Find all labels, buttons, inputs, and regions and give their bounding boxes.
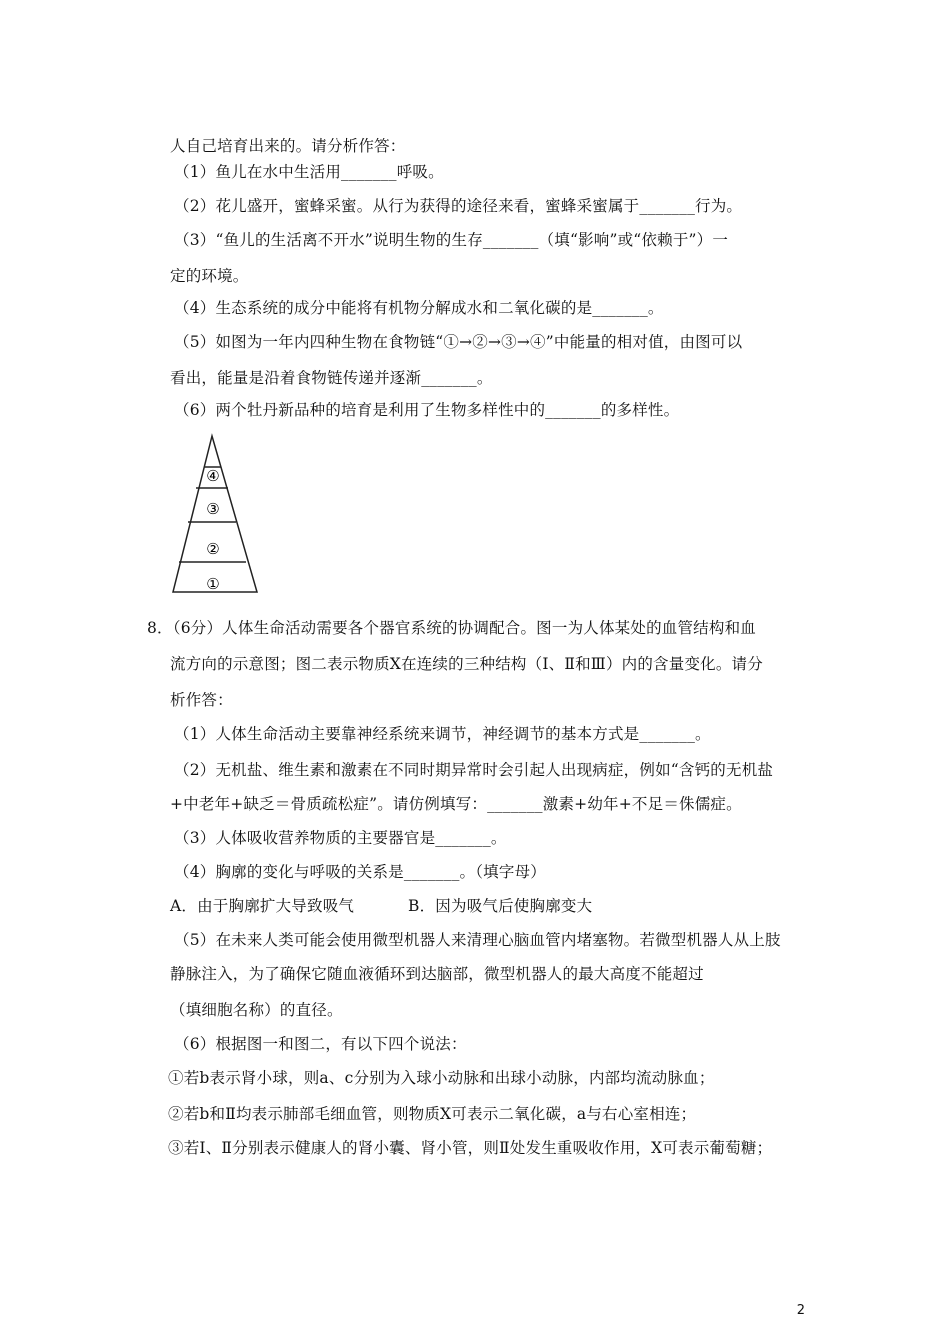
q8-item-5-cont-2: （填细胞名称）的直径。	[170, 1001, 343, 1019]
q7-item-1: （1）鱼儿在水中生活用_______呼吸。	[174, 163, 444, 181]
q8-stem-2: 流方向的示意图；图二表示物质X在连续的三种结构（Ⅰ、Ⅱ和Ⅲ）内的含量变化。请分	[170, 655, 763, 673]
q8-item-2: （2）无机盐、维生素和激素在不同时期异常时会引起人出现病症，例如“含钙的无机盐	[174, 761, 774, 779]
q7-item-3: （3）“鱼儿的生活离不开水”说明生物的生存_______（填“影响”或“依赖于”）一	[174, 231, 729, 249]
q8-statement-1: ①若b表示肾小球，则a、c分别为入球小动脉和出球小动脉，内部均流动脉血；	[168, 1069, 715, 1087]
page-number: 2	[796, 1303, 805, 1318]
q8-item-5-cont-1: 静脉注入，为了确保它随血液循环到达脑部，微型机器人的最大高度不能超过	[170, 965, 704, 983]
q8-item-1: （1）人体生命活动主要靠神经系统来调节，神经调节的基本方式是_______。	[174, 725, 711, 743]
q8-item-5: （5）在未来人类可能会使用微型机器人来清理心脑血管内堵塞物。若微型机器人从上肢	[174, 931, 781, 949]
q8-choice-b: B．因为吸气后使胸廓变大	[408, 897, 593, 915]
q8-choice-a: A．由于胸廓扩大导致吸气	[170, 897, 355, 915]
energy-pyramid-figure	[168, 432, 264, 596]
q8-stem-1: 8．（6分）人体生命活动需要各个器官系统的协调配合。图一为人体某处的血管结构和血	[147, 619, 756, 637]
q7-item-6: （6）两个牡丹新品种的培育是利用了生物多样性中的_______的多样性。	[174, 401, 680, 419]
pyramid-label-2: ②	[206, 540, 220, 558]
q7-item-4: （4）生态系统的成分中能将有机物分解成水和二氧化碳的是_______。	[174, 299, 664, 317]
q7-item-5: （5）如图为一年内四种生物在食物链“①→②→③→④”中能量的相对值，由图可以	[174, 333, 743, 351]
q8-statement-2: ②若b和Ⅱ均表示肺部毛细血管，则物质X可表示二氧化碳，a与右心室相连；	[168, 1105, 697, 1123]
q8-stem-3: 析作答：	[170, 691, 233, 709]
q7-intro-tail: 人自己培育出来的。请分析作答：	[170, 137, 406, 155]
q8-item-3: （3）人体吸收营养物质的主要器官是_______。	[174, 829, 507, 847]
q7-item-2: （2）花儿盛开，蜜蜂采蜜。从行为获得的途径来看，蜜蜂采蜜属于_______行为。	[174, 197, 743, 215]
q7-item-5-cont: 看出，能量是沿着食物链传递并逐渐_______。	[170, 369, 493, 387]
pyramid-label-4: ④	[206, 467, 220, 485]
q8-item-4: （4）胸廓的变化与呼吸的关系是_______。（填字母）	[174, 863, 546, 881]
q8-item-2-cont: +中老年+缺乏＝骨质疏松症”。请仿例填写：_______激素+幼年+不足＝侏儒症。	[170, 795, 742, 813]
q7-item-3-cont: 定的环境。	[170, 267, 249, 285]
q8-item-6: （6）根据图一和图二，有以下四个说法：	[174, 1035, 467, 1053]
pyramid-label-3: ③	[206, 500, 220, 518]
q8-statement-3: ③若Ⅰ、Ⅱ分别表示健康人的肾小囊、肾小管，则Ⅱ处发生重吸收作用，X可表示葡萄糖；	[168, 1139, 773, 1157]
pyramid-label-1: ①	[206, 575, 220, 593]
